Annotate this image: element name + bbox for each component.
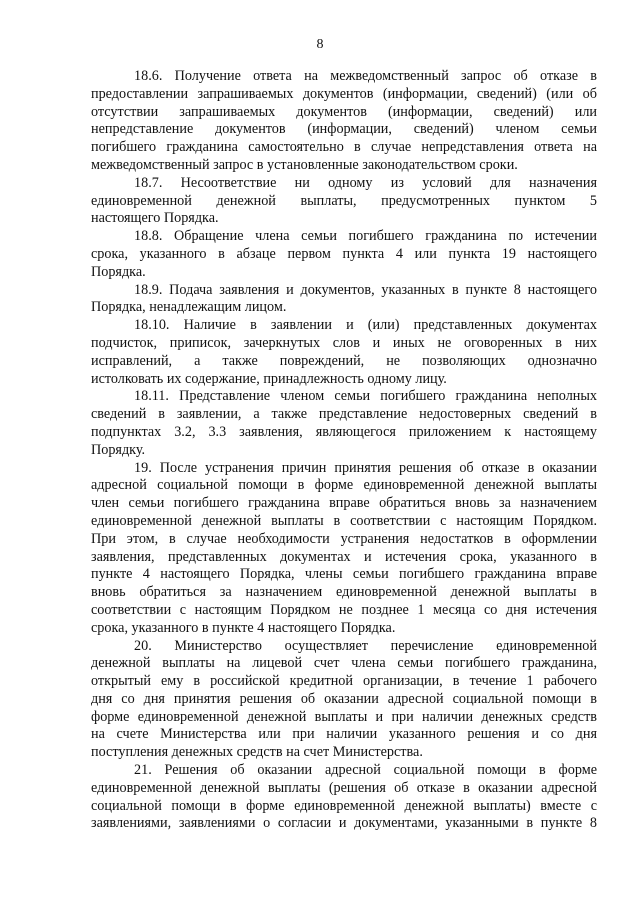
- text-line: заявлениями, заявлениями о согласии и документами, указанными в пункте 8: [91, 815, 597, 832]
- text-line: открытый ему в российской кредитной организации, в течение 1 рабочего: [91, 673, 597, 690]
- text-line: вновь обратиться за назначением единовременной денежной выплаты в: [91, 584, 597, 601]
- text-line: 18.8. Обращение члена семьи погибшего гражданина по истечении: [134, 228, 597, 245]
- paragraph-18-11: [91, 388, 597, 459]
- text-line: подчисток, приписок, зачеркнутых слов и иных не оговоренных в них: [91, 334, 597, 351]
- text-line: заявления, представленных документах и истечения срока, указанного в: [91, 548, 597, 565]
- paragraph-18-9: [91, 282, 597, 318]
- text-line: исправлений, а также повреждений, не позволяющих однозначно: [91, 352, 597, 369]
- text-line: на счете Министерства или при наличии указанного решения и со дня: [91, 726, 597, 743]
- paragraph-20: [91, 638, 597, 763]
- paragraph-19: [91, 460, 597, 638]
- text-line: дня со дня принятия решения об оказании адресной социальной помощи в: [91, 690, 597, 707]
- text-line: 19. После устранения причин принятия решения об отказе в оказании: [134, 459, 597, 476]
- text-line: соответствии с настоящим Порядком не позднее 1 месяца со дня истечения: [91, 601, 597, 618]
- text-line: форме единовременной денежной выплаты и при наличии денежных средств: [91, 708, 597, 725]
- text-line: поступления денежных средств на счет Министерства.: [91, 744, 423, 761]
- text-line: 18.6. Получение ответа на межведомственный запрос об отказе в: [134, 68, 597, 84]
- paragraph-18-6: [91, 68, 597, 175]
- text-line: погибшего гражданина самостоятельно в случае непредставления ответа на: [91, 139, 597, 156]
- text-line: Порядка, ненадлежащим лицом.: [91, 299, 287, 316]
- text-line: непредставление документов (информации, сведений) членом семьи: [91, 121, 597, 138]
- text-line: срока, указанного в пункте 4 настоящего Порядка.: [91, 619, 396, 636]
- text-line: 18.11. Представление членом семьи погибшего гражданина неполных: [134, 388, 597, 405]
- text-line: отсутствии запрашиваемых документов (информации, сведений) или: [91, 103, 597, 120]
- text-line: срока, указанного в абзаце первом пункта 4 или пункта 19 настоящего: [91, 245, 597, 262]
- text-line: 18.7. Несоответствие ни одному из условий для назначения: [134, 174, 597, 191]
- text-line: При этом, в случае необходимости устранения недостатков в оформлении: [91, 530, 597, 547]
- text-line: предоставлении запрашиваемых документов (информации, сведений) (или об: [91, 85, 597, 102]
- text-line: 18.9. Подача заявления и документов, указанных в пункте 8 настоящего: [134, 281, 597, 298]
- text-line: единовременной денежной выплаты (решения об отказе в оказании адресной: [91, 779, 597, 796]
- paragraph-18-7: [91, 175, 597, 228]
- text-line: единовременной денежной выплаты, предусмотренных пунктом 5: [91, 192, 597, 209]
- text-line: единовременной денежной выплаты в соответствии с настоящим Порядком.: [91, 512, 597, 529]
- paragraph-21: [91, 762, 597, 833]
- text-line: денежной выплаты на лицевой счет члена семьи погибшего гражданина,: [91, 655, 597, 672]
- text-line: социальной помощи в форме единовременной денежной выплаты) вместе с: [91, 797, 597, 814]
- paragraph-18-10: [91, 317, 597, 388]
- document-body: [91, 68, 597, 833]
- text-line: сведений в заявлении, а также представление недостоверных сведений в: [91, 406, 597, 423]
- text-line: настоящего Порядка.: [91, 210, 219, 227]
- text-line: 20. Министерство осуществляет перечисление единовременной: [134, 637, 597, 654]
- text-line: адресной социальной помощи в форме единовременной денежной выплаты: [91, 477, 597, 494]
- text-line: член семьи погибшего гражданина вправе обратиться вновь за назначением: [91, 495, 597, 512]
- text-line: истолковать их содержание, принадлежность одному лицу.: [91, 370, 447, 387]
- page-number: 8: [316, 37, 324, 52]
- paragraph-18-8: [91, 228, 597, 281]
- text-line: Порядку.: [91, 441, 146, 458]
- text-line: 18.10. Наличие в заявлении и (или) представленных документах: [134, 317, 597, 334]
- text-line: пункте 4 настоящего Порядка, члены семьи погибшего гражданина вправе: [91, 566, 597, 583]
- text-line: 21. Решения об оказании адресной социальной помощи в форме: [134, 762, 597, 779]
- text-line: подпунктах 3.2, 3.3 заявления, являющегося приложением к настоящему: [91, 423, 597, 440]
- text-line: межведомственный запрос в установленные законодательством сроки.: [91, 156, 518, 173]
- text-line: Порядка.: [91, 263, 146, 280]
